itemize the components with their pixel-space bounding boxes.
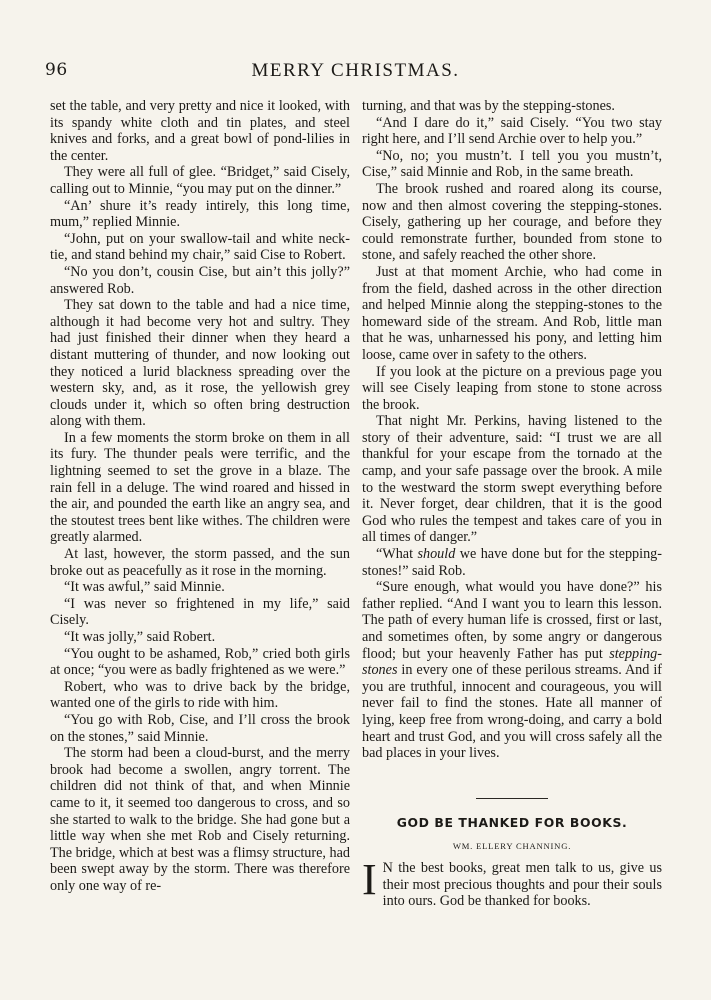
paragraph: “I was never so frightened in my life,” said Cisely. bbox=[50, 595, 350, 629]
paragraph: “You ought to be ashamed, Rob,” cried both girls at once; “you were as badly frightened as we were.” bbox=[50, 645, 350, 679]
paragraph: “It was awful,” said Minnie. bbox=[64, 579, 225, 596]
paragraph: set the table, and very pretty and nice it looked, with its spandy white cloth and tin plates, and steel knives and forks, and a great bowl of pond-lilies in the center. bbox=[50, 98, 350, 164]
paragraph bbox=[362, 579, 662, 762]
poem-body bbox=[362, 854, 662, 910]
paragraph: “And I dare do it,” said Cisely. “You two stay right here, and I’ll send Archie over to help you.” bbox=[362, 114, 662, 148]
paragraph: “No you don’t, cousin Cise, but ain’t this jolly?” answered Rob. bbox=[50, 263, 350, 297]
paragraph: “No, no; you mustn’t. I tell you you mustn’t, Cise,” said Minnie and Rob, in the same breath. bbox=[362, 147, 662, 181]
poem-text: N the best books, great men talk to us, give us their most precious thoughts and pour their souls into ours. God be thanked for books. bbox=[382, 859, 662, 910]
paragraph: If you look at the picture on a previous page you will see Cisely leaping from stone to stone across the brook. bbox=[362, 363, 662, 413]
paragraph: “John, put on your swallow-tail and white neck-tie, and stand behind my chair,” said Cise to Robert. bbox=[50, 230, 350, 264]
running-title: MERRY CHRISTMAS. bbox=[251, 60, 460, 81]
paragraph: The storm had been a cloud-burst, and the merry brook had become a swollen, angry torrent. The children did not think of that, and when Minnie came to it, it seemed too dangerous to cross, and so she started to walk to the bridge. She had gone but a little way when she met Rob and Cisely returning. The bridge, which at best was a flimsy structure, had been swept away by the storm. There was therefore only one way of re- bbox=[50, 745, 350, 894]
page-number: 96 bbox=[45, 60, 68, 80]
text-run: in every one of these perilous streams. And if you are truthful, innocent and courageous, you will never fail to find the stones. Hate all manner of lying, keep free from wrong-doing, and carry a bold heart and trust God, and you will cross safely all the bad places in your lives. bbox=[362, 662, 662, 762]
running-head bbox=[45, 60, 666, 84]
right-column bbox=[362, 98, 662, 910]
paragraph: At last, however, the storm passed, and the sun broke out as peacefully as it rose in the morning. bbox=[50, 546, 350, 579]
paragraph: They sat down to the table and had a nice time, although it had become very hot and sultry. They had just finished their dinner when they heard a distant muttering of thunder, and now looking out they noticed a lurid blackness spreading over the western sky, and, as it rose, the yellowish grey clouds under it, which so often bring destruction along with them. bbox=[50, 297, 350, 430]
drop-cap: I bbox=[362, 854, 377, 904]
paragraph: In a few moments the storm broke on them in all its fury. The thunder peals were terrific, and the lightning seemed to set the grove in a blaze. The rain fell in a deluge. The wind roared and hissed in the air, and pounded the earth like an angry sea, and the stoutest trees bent like withes. The children were greatly alarmed. bbox=[50, 429, 350, 546]
paragraph: That night Mr. Perkins, having listened to the story of their adventure, said: “I trust we are all thankful for your escape from the tornado at the camp, and your safe passage over the brook. A mile to the westward the storm swept everything before it. Never forget, dear children, that it is the good God who rules the tempest and takes care of you in all times of danger.” bbox=[362, 413, 662, 546]
paragraph: The brook rushed and roared along its course, now and then almost covering the stepping-stones. Cisely, gathering up her courage, and before they could remonstrate further, bounded from stone to stone, and safely reached the other shore. bbox=[362, 180, 662, 264]
left-column bbox=[50, 98, 350, 895]
section-divider bbox=[476, 798, 548, 799]
paragraph: Robert, who was to drive back by the bridge, wanted one of the girls to ride with him. bbox=[50, 678, 350, 712]
text-run: “Sure enough, what would you have done?” his father replied. “And I want you to learn this lesson. The path of every human life is crossed, first or last, and sometimes often, by some angry or dangerous flood; but your heavenly Father has put bbox=[362, 579, 662, 662]
paragraph: Just at that moment Archie, who had come in from the field, dashed across in the other direction and helped Minnie along the stepping-stones to the homeward side of the stream. And Rob, little man that he was, unharnessed his pony, and letting him loose, came over in safety to the others. bbox=[362, 263, 662, 363]
emphasis: stepping-stones bbox=[362, 645, 662, 679]
emphasis: should bbox=[417, 546, 456, 563]
text-run: “What bbox=[376, 546, 418, 563]
paragraph: “You go with Rob, Cise, and I’ll cross the brook on the stones,” said Minnie. bbox=[50, 711, 350, 745]
text-run: we have done but for the stepping-stones!” said Rob. bbox=[362, 546, 662, 579]
paragraph bbox=[362, 546, 662, 579]
poem-author: WM. ELLERY CHANNING. bbox=[452, 841, 572, 852]
paragraph: “It was jolly,” said Robert. bbox=[64, 629, 216, 645]
poem-title: GOD BE THANKED FOR BOOKS. bbox=[396, 814, 628, 830]
paragraph: “An’ shure it’s ready intirely, this long time, mum,” replied Minnie. bbox=[50, 197, 350, 231]
paragraph: turning, and that was by the stepping-stones. bbox=[362, 98, 615, 114]
paragraph: They were all full of glee. “Bridget,” said Cisely, calling out to Minnie, “you may put on the dinner.” bbox=[50, 164, 350, 197]
